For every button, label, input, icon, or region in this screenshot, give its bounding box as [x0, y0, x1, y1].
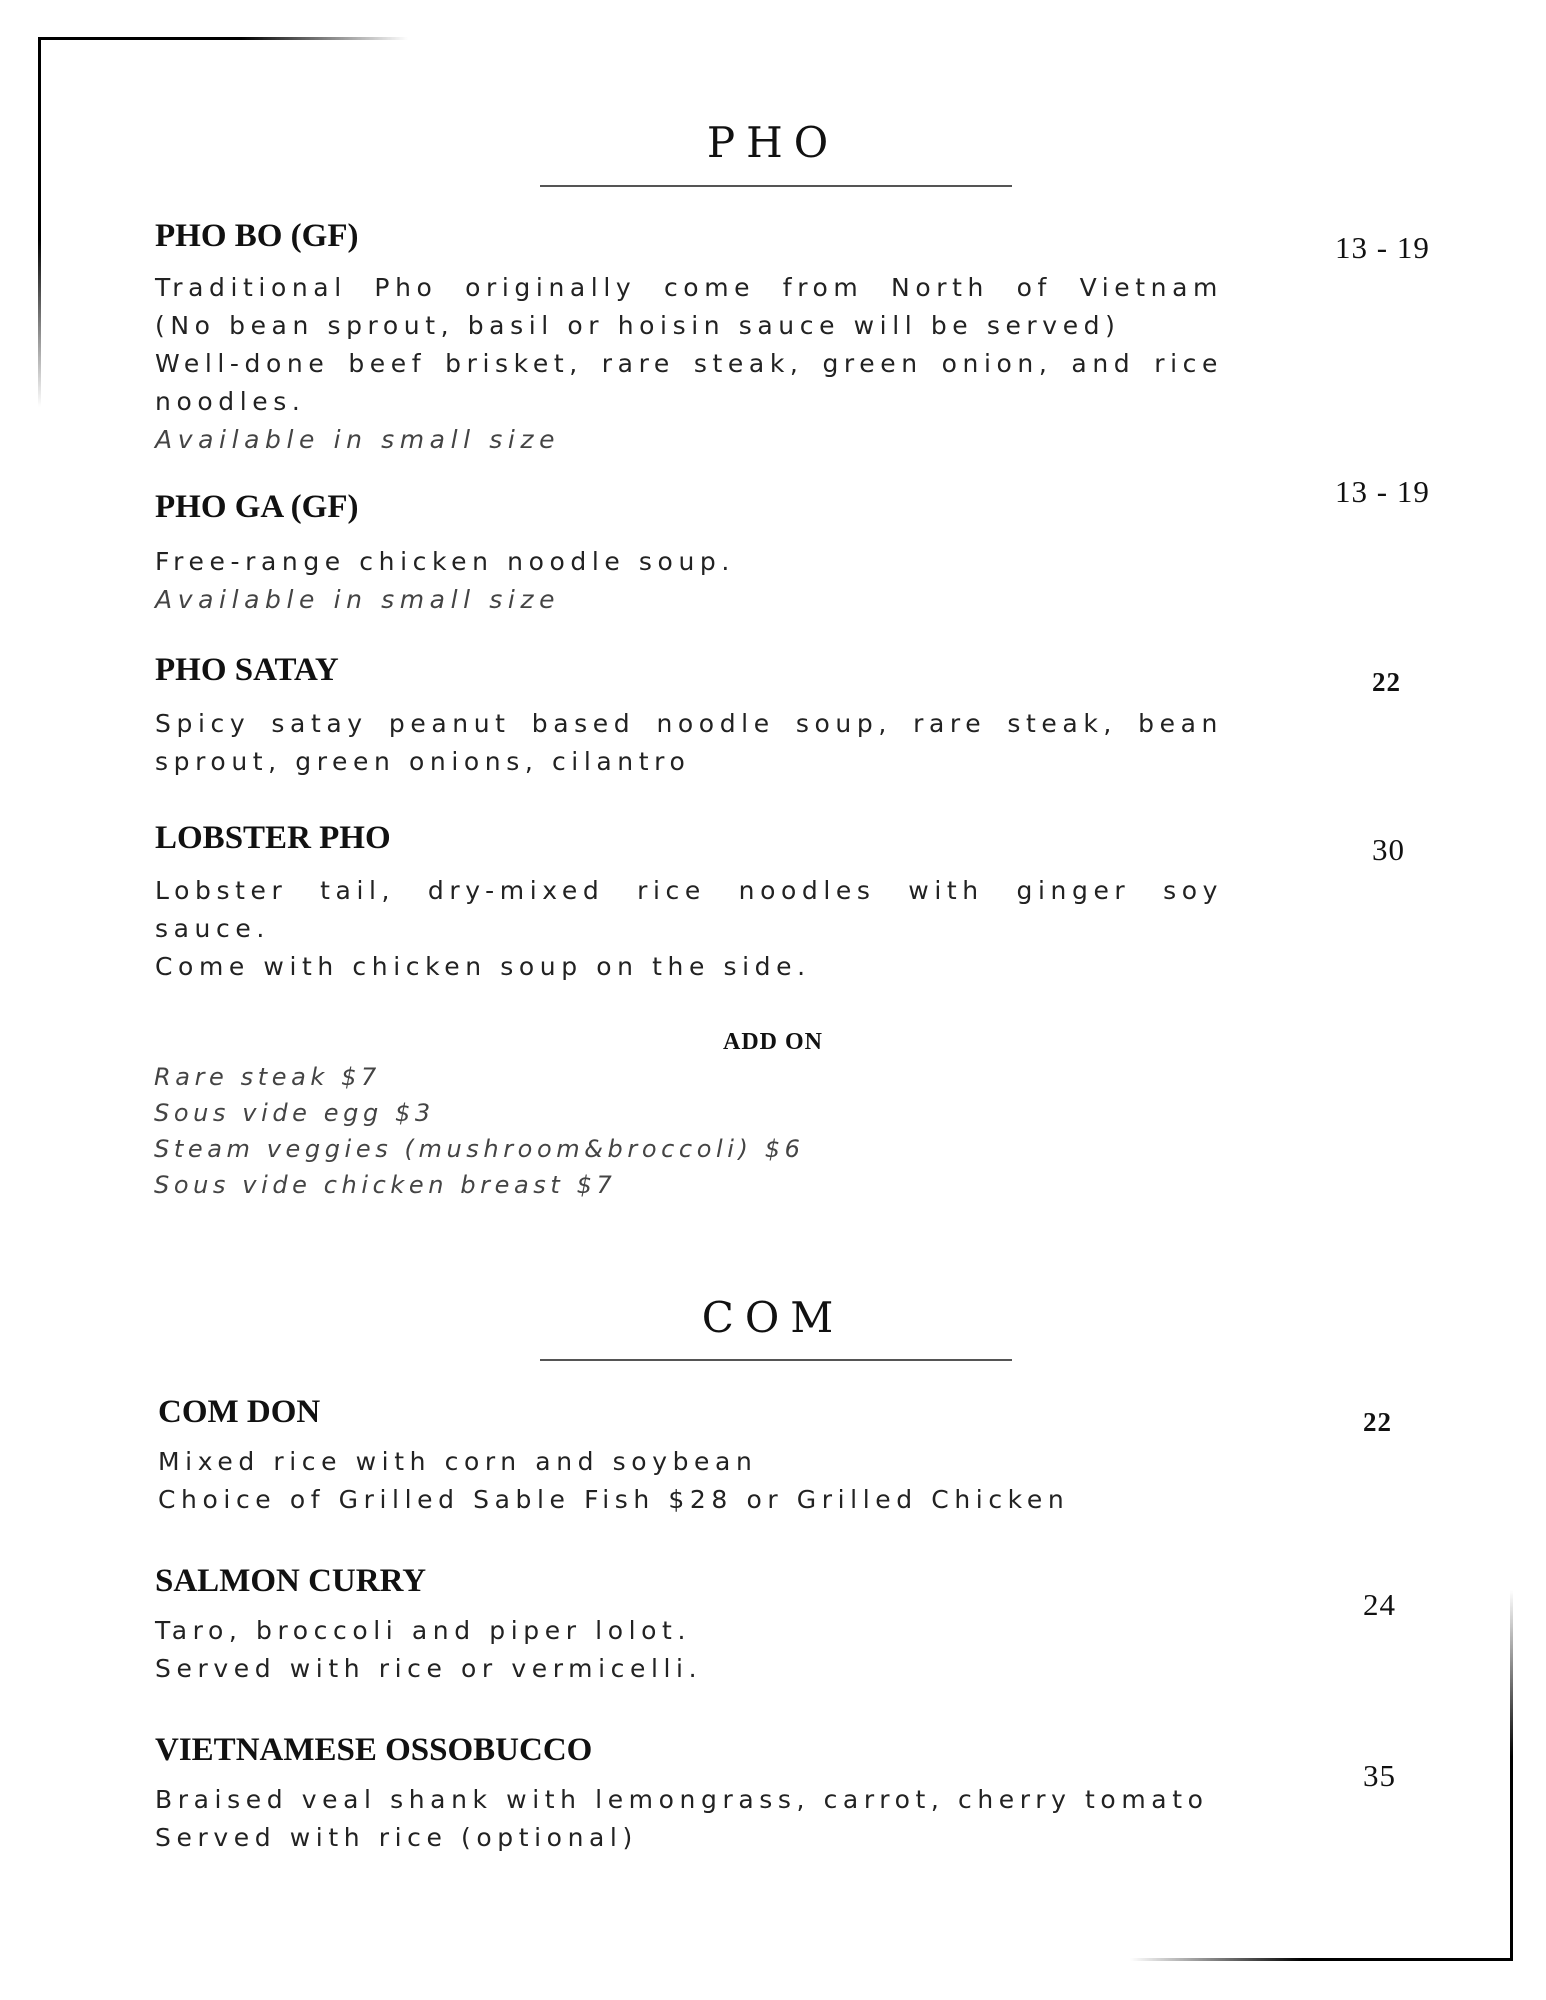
description-line: noodles.	[155, 387, 306, 416]
menu-item-price: 13 - 19	[1335, 230, 1430, 265]
addon-item: Sous vide chicken breast $7	[154, 1171, 617, 1199]
description-line: Free-range chicken noodle soup.	[155, 547, 735, 576]
menu-item-description	[155, 269, 1223, 459]
menu-item-price: 22	[1372, 667, 1401, 697]
section-divider-com	[540, 1359, 1012, 1361]
frame-corner-bottom-right-vertical	[1510, 1590, 1513, 1961]
description-line: Served with rice or vermicelli.	[155, 1654, 703, 1683]
description-line: (No bean sprout, basil or hoisin sauce will be served)	[155, 311, 1121, 340]
addon-item: Sous vide egg $3	[154, 1099, 435, 1127]
description-line: sauce.	[155, 914, 270, 943]
description-line: sprout, green onions, cilantro	[155, 747, 691, 776]
menu-item-name: VIETNAMESE OSSOBUCCO	[155, 1732, 593, 1768]
description-line: Traditional Pho originally come from North of Vietnam	[155, 273, 1223, 302]
menu-item-price: 22	[1363, 1407, 1392, 1437]
description-line: Braised veal shank with lemongrass, carrot, cherry tomato	[155, 1785, 1209, 1814]
menu-item-name: SALMON CURRY	[155, 1563, 427, 1599]
menu-item-name: LOBSTER PHO	[155, 820, 391, 856]
description-line: Mixed rice with corn and soybean	[158, 1447, 758, 1476]
availability-note: Available in small size	[155, 425, 561, 454]
frame-corner-top-left	[38, 37, 408, 40]
description-line: Lobster tail, dry-mixed rice noodles with ginger soy	[155, 876, 1223, 905]
menu-item-price: 35	[1363, 1758, 1396, 1793]
description-line: Choice of Grilled Sable Fish $28 or Grilled Chicken	[158, 1485, 1070, 1514]
menu-item-description	[158, 1443, 1069, 1519]
availability-note: Available in small size	[155, 585, 561, 614]
menu-item-name: PHO GA (GF)	[155, 489, 359, 525]
description-line: Spicy satay peanut based noodle soup, rare steak, bean	[155, 709, 1223, 738]
menu-item-description	[155, 705, 1223, 781]
menu-item-name: COM DON	[158, 1394, 321, 1430]
menu-item-price: 13 - 19	[1335, 474, 1430, 509]
section-title-pho: PHO	[706, 118, 840, 167]
menu-item-description	[155, 543, 1223, 619]
description-line: Taro, broccoli and piper lolot.	[155, 1616, 691, 1645]
description-line: Come with chicken soup on the side.	[155, 952, 811, 981]
menu-item-price: 30	[1372, 832, 1405, 867]
menu-item-description	[155, 1781, 1209, 1857]
addon-item: Steam veggies (mushroom&broccoli) $6	[154, 1135, 805, 1163]
addon-list	[154, 1059, 804, 1203]
addon-heading: ADD ON	[723, 1029, 823, 1055]
menu-item-name: PHO BO (GF)	[155, 218, 359, 254]
addon-item: Rare steak $7	[154, 1063, 381, 1091]
menu-item-price: 24	[1363, 1587, 1396, 1622]
section-divider-pho	[540, 185, 1012, 187]
frame-corner-top-left-vertical	[38, 37, 41, 407]
menu-item-name: PHO SATAY	[155, 652, 339, 688]
frame-corner-bottom-right	[1130, 1958, 1513, 1961]
section-title-com: COM	[701, 1293, 845, 1342]
description-line: Well-done beef brisket, rare steak, green onion, and rice	[155, 349, 1223, 378]
menu-item-description	[155, 872, 1223, 986]
description-line: Served with rice (optional)	[155, 1823, 638, 1852]
menu-item-description	[155, 1612, 702, 1688]
